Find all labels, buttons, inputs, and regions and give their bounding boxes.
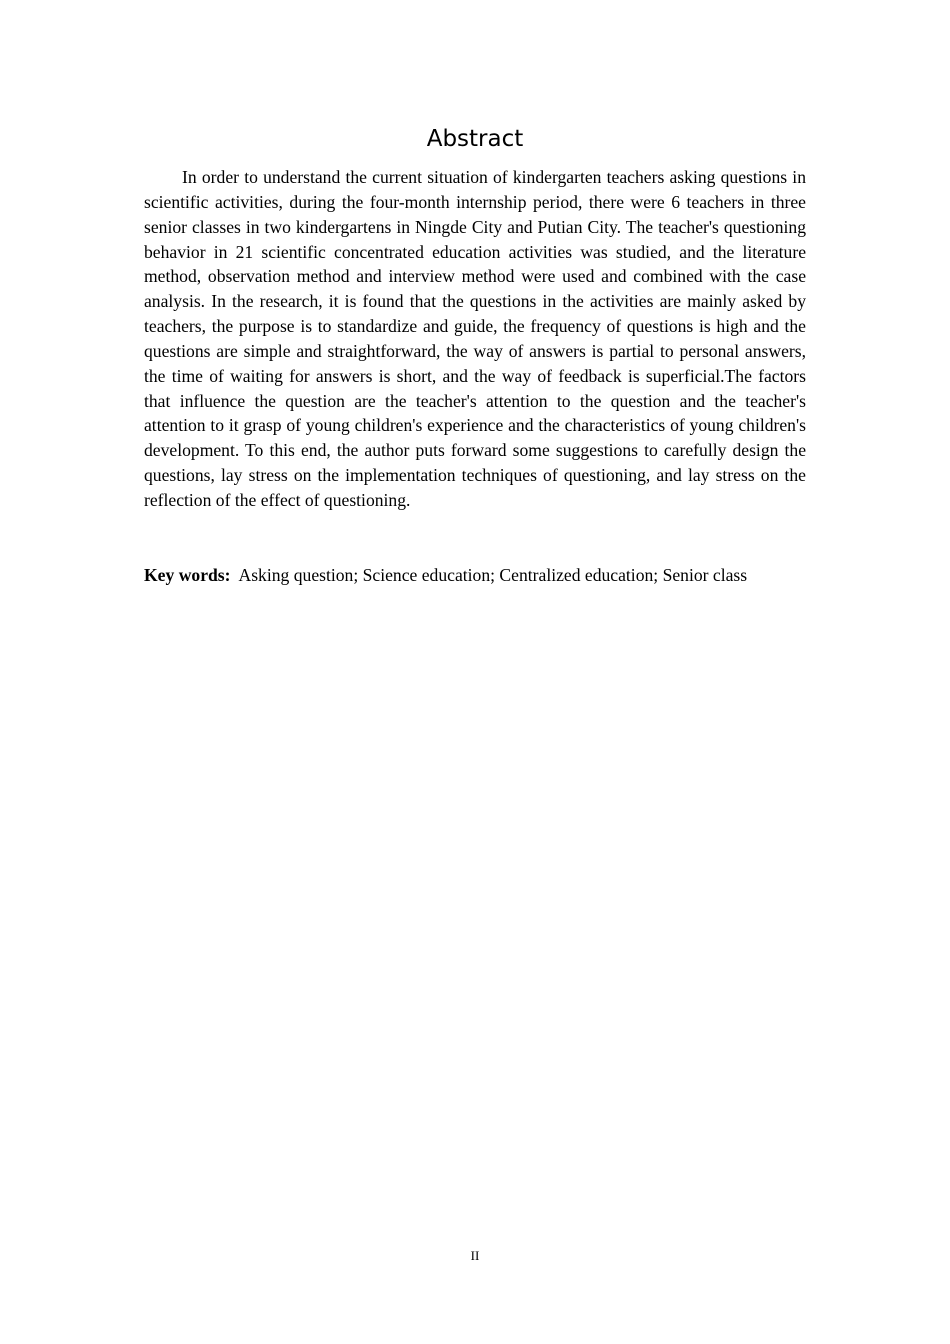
abstract-body: In order to understand the current situation of kindergarten teachers asking questions in scientific activities, during the four-month internship period, there were 6 teachers in three senior classes in two kindergartens in Ningde City and Putian City. The teacher's questioning behavior in 21 scientific concentrated education activities was studied, and the literature method, observation method and interview method were used and combined with the case analysis. In the research, it is found that the questions in the activities are mainly asked by teachers, the purpose is to standardize and guide, the frequency of questions is high and the questions are simple and straightforward, the way of answers is partial to personal answers, the time of waiting for answers is short, and the way of feedback is superficial.The factors that influence the question are the teacher's attention to the question and the teacher's attention to it grasp of young children's experience and the characteristics of young children's development. To this end, the author puts forward some suggestions to carefully design the questions, lay stress on the implementation techniques of questioning, and lay stress on the reflection of the effect of questioning. (144, 167, 806, 510)
keywords-line (144, 563, 844, 588)
keywords-value: Asking question; Science education; Centralized education; Senior class (238, 565, 748, 585)
page-number: II (470, 1248, 480, 1263)
keywords-label: Key words: (144, 565, 231, 585)
abstract-title: Abstract (426, 126, 524, 152)
